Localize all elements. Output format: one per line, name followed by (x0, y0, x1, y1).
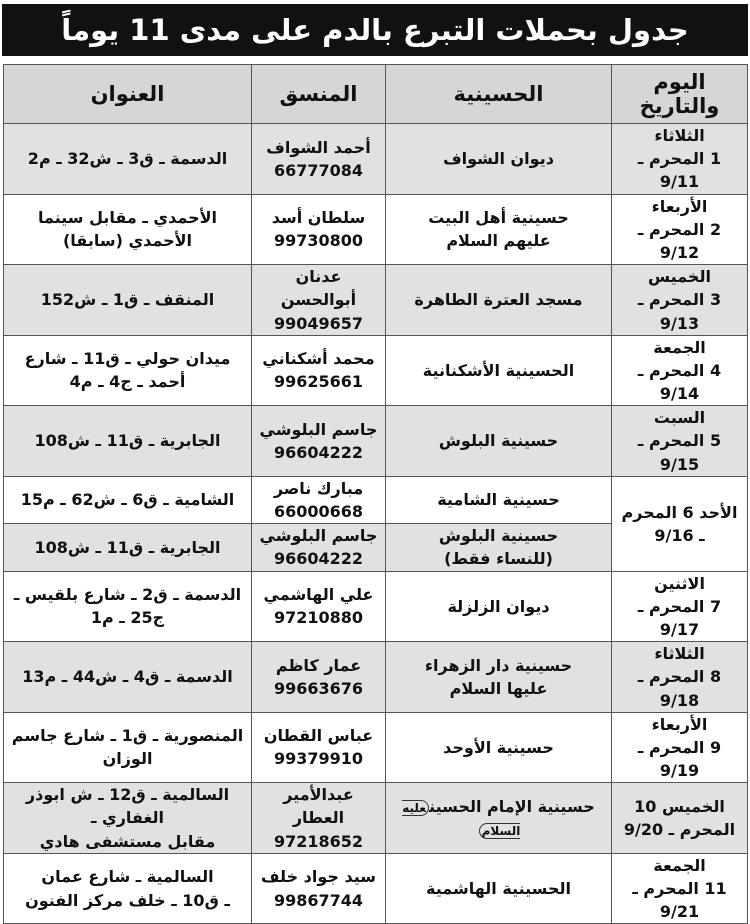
table-row (4, 265, 748, 336)
table-row (4, 642, 748, 713)
coordinator-cell: عباس القطان 99379910 (252, 712, 386, 783)
coordinator-cell: جاسم البلوشي 96604222 (252, 406, 386, 477)
address-cell: الأحمدي ـ مقابل سينما الأحمدي (سابقا) (4, 194, 252, 265)
page-title: جدول بحملات التبرع بالدم على مدى 11 يوماً (2, 4, 748, 56)
address-cell: الشامية ـ ق6 ـ ش62 ـ م15 (4, 476, 252, 523)
coordinator-cell: سيد جواد خلف 99867744 (252, 853, 386, 924)
date-cell: الأربعاء 9 المحرم ـ 9/19 (612, 712, 748, 783)
header-address: العنوان (4, 65, 252, 124)
husseiniya-cell: حسينية أهل البيت عليهم السلام (386, 194, 612, 265)
table-row (4, 124, 748, 195)
date-cell: الخميس 10 المحرم ـ 9/20 (612, 783, 748, 854)
husseiniya-cell: حسينية الأوحد (386, 712, 612, 783)
address-cell: السالمية ـ شارع عمان ـ ق10 ـ خلف مركز الفنون (4, 853, 252, 924)
husseiniya-cell: ديوان الزلزلة (386, 571, 612, 642)
date-cell: الجمعة 11 المحرم ـ 9/21 (612, 853, 748, 924)
coordinator-cell: أحمد الشواف 66777084 (252, 124, 386, 195)
header-husseiniya: الحسينية (386, 65, 612, 124)
table-row (4, 476, 748, 523)
date-cell: الأربعاء 2 المحرم ـ 9/12 (612, 194, 748, 265)
husseiniya-cell: حسينية البلوش (386, 406, 612, 477)
husseiniya-cell: حسينية البلوش (للنساء فقط) (386, 524, 612, 571)
coordinator-cell: عمار كاظم 99663676 (252, 642, 386, 713)
table-row (4, 335, 748, 406)
table-row (4, 194, 748, 265)
address-cell: السالمية ـ ق12 ـ ش ابوذر الغفاري ـ مقابل مستشفى هادي (4, 783, 252, 854)
table-row (4, 406, 748, 477)
address-cell: الدسمة ـ ق3 ـ ش32 ـ م2 (4, 124, 252, 195)
date-cell: الأحد 6 المحرم ـ 9/16 (612, 476, 748, 571)
address-cell: المنصورية ـ ق1 ـ شارع جاسم الوزان (4, 712, 252, 783)
husseiniya-cell: ديوان الشواف (386, 124, 612, 195)
husseiniya-cell: حسينية الإمام الحسينعليه السلام (386, 783, 612, 854)
header-coordinator: المنسق (252, 65, 386, 124)
coordinator-cell: علي الهاشمي 97210880 (252, 571, 386, 642)
table-row (4, 712, 748, 783)
date-cell: الثلاثاء 8 المحرم ـ 9/18 (612, 642, 748, 713)
husseiniya-cell: حسينية دار الزهراء عليها السلام (386, 642, 612, 713)
coordinator-cell: عدنان أبوالحسن 99049657 (252, 265, 386, 336)
date-cell: السبت 5 المحرم ـ 9/15 (612, 406, 748, 477)
table-row (4, 853, 748, 924)
address-cell: الجابرية ـ ق11 ـ ش108 (4, 524, 252, 571)
header-date: اليوم والتاريخ (612, 65, 748, 124)
table-row (4, 783, 748, 854)
coordinator-cell: سلطان أسد 99730800 (252, 194, 386, 265)
address-cell: الدسمة ـ ق4 ـ ش44 ـ م13 (4, 642, 252, 713)
address-cell: الدسمة ـ ق2 ـ شارع بلقيس ـ ج25 ـ م1 (4, 571, 252, 642)
husseiniya-cell: حسينية الشامية (386, 476, 612, 523)
coordinator-cell: جاسم البلوشي 96604222 (252, 524, 386, 571)
husseiniya-cell: مسجد العترة الطاهرة (386, 265, 612, 336)
table-row (4, 571, 748, 642)
date-cell: الجمعة 4 المحرم ـ 9/14 (612, 335, 748, 406)
coordinator-cell: عبدالأمير العطار 97218652 (252, 783, 386, 854)
address-cell: المنقف ـ ق1 ـ ش152 (4, 265, 252, 336)
husseiniya-cell: الحسينية الأشكنانية (386, 335, 612, 406)
address-cell: الجابرية ـ ق11 ـ ش108 (4, 406, 252, 477)
coordinator-cell: محمد أشكناني 99625661 (252, 335, 386, 406)
date-cell: الاثنين 7 المحرم ـ 9/17 (612, 571, 748, 642)
schedule-table (3, 64, 748, 924)
coordinator-cell: مبارك ناصر 66000668 (252, 476, 386, 523)
date-cell: الخميس 3 المحرم ـ 9/13 (612, 265, 748, 336)
address-cell: ميدان حولي ـ ق11 ـ شارع أحمد ـ ج4 ـ م4 (4, 335, 252, 406)
husseiniya-cell: الحسينية الهاشمية (386, 853, 612, 924)
honorific-seal: عليه السلام (402, 800, 521, 839)
date-cell: الثلاثاء 1 المحرم ـ 9/11 (612, 124, 748, 195)
